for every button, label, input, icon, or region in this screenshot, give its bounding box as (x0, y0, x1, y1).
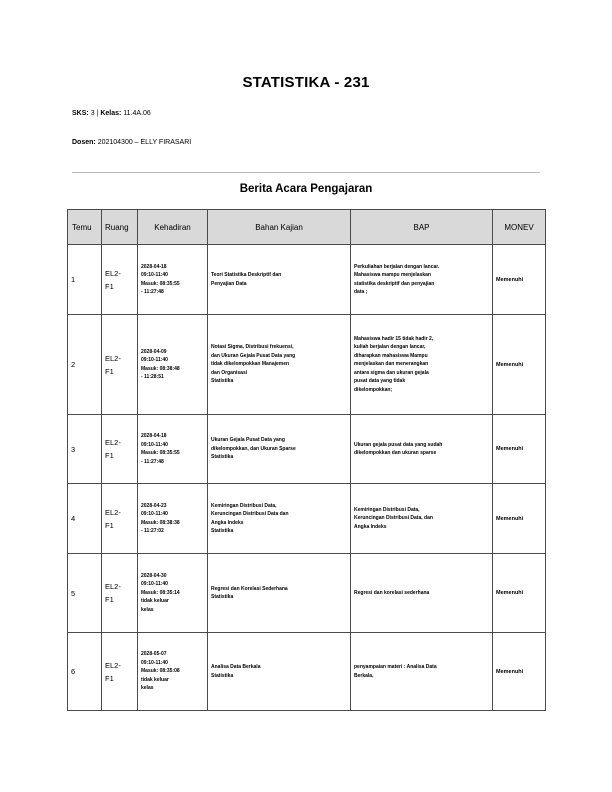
table-row (68, 554, 546, 633)
cell-bahan-kajian: Teori Statistika Deskriptif dan Penyajian Data (208, 245, 351, 315)
cell-bahan-kajian: Analisa Data Berkala Statistika (208, 633, 351, 711)
table-header-row (68, 210, 546, 245)
table-row (68, 415, 546, 484)
header-temu: Temu (68, 210, 102, 245)
cell-kehadiran: 2028-04-18 09:10-11:40 Masuk: 08:35:55 - 11:27:48 (138, 245, 208, 315)
cell-kehadiran: 2028-04-09 09:10-11:40 Masuk: 08:38:48 - 11:28:51 (138, 315, 208, 415)
cell-ruang: EL2- F1 (102, 415, 138, 484)
sks-label: SKS: (72, 110, 89, 117)
cell-temu: 2 (68, 315, 102, 415)
cell-monev: Memenuhi (493, 554, 546, 633)
header-ruang: Ruang (102, 210, 138, 245)
course-meta-dosen (72, 139, 191, 146)
cell-ruang: EL2- F1 (102, 554, 138, 633)
kelas-value: 11.4A.06 (123, 110, 151, 117)
dosen-value: 202104300 – ELLY FIRASARI (97, 139, 192, 146)
section-title: Berita Acara Pengajaran (239, 183, 373, 195)
table-row (68, 245, 546, 315)
cell-bap: penyampaian materi : Analisa Data Berkala, (351, 633, 493, 711)
table-row (68, 484, 546, 554)
sks-value: 3 (90, 110, 95, 117)
berita-acara-table (67, 209, 546, 711)
cell-bahan-kajian: Ukuran Gejala Pusat Data yang dikelompokkan, dan Ukuran Sparse Statistika (208, 415, 351, 484)
table-row (68, 315, 546, 415)
cell-bap: Regresi dan korelasi sederhana (351, 554, 493, 633)
header-kehadiran: Kehadiran (138, 210, 208, 245)
header-monev: MONEV (493, 210, 546, 245)
cell-ruang: EL2- F1 (102, 484, 138, 554)
cell-bahan-kajian: Notasi Sigma, Distribusi frekuensi, dan Ukuran Gejala Pusat Data yang tidak dikelompokkan Manajemen dan Organisasi Statistika (208, 315, 351, 415)
cell-temu: 4 (68, 484, 102, 554)
cell-temu: 5 (68, 554, 102, 633)
meta-separator: | (96, 110, 99, 117)
cell-temu: 6 (68, 633, 102, 711)
cell-monev: Memenuhi (493, 245, 546, 315)
cell-monev: Memenuhi (493, 484, 546, 554)
header-bap: BAP (351, 210, 493, 245)
cell-kehadiran: 2028-05-07 09:10-11:40 Masuk: 08:35:08 tidak keluar kelas (138, 633, 208, 711)
course-title: STATISTIKA - 231 (242, 74, 370, 91)
cell-temu: 3 (68, 415, 102, 484)
kelas-label: Kelas: (100, 110, 122, 117)
cell-kehadiran: 2028-04-23 09:10-11:40 Masuk: 08:38:38 - 11:27:02 (138, 484, 208, 554)
cell-bap: Perkuliahan berjalan dengan lancar. Mahasiswa mampu menjelaskan statistika deskriptif dan penyajian data ; (351, 245, 493, 315)
cell-bap: Ukuran gejala pusat data yang sudah dikelompokkan dan ukuran sparse (351, 415, 493, 484)
cell-kehadiran: 2028-04-30 09:10-11:40 Masuk: 08:35:14 tidak keluar kelas (138, 554, 208, 633)
cell-ruang: EL2- F1 (102, 315, 138, 415)
cell-monev: Memenuhi (493, 415, 546, 484)
cell-monev: Memenuhi (493, 633, 546, 711)
cell-bap: Mahasiswa hadir 15 tidak hadir 2, kuliah berjalan dengan lancar, diharapkan mahasiswa Mampu menjelaskan dan menerangkan antara sigma dan ukuran gejala pusat data yang tidak dikelompokkan; (351, 315, 493, 415)
cell-bahan-kajian: Kemiringan Distribusi Data, Keruncingan Distribusi Data dan Angka Indeks Statistika (208, 484, 351, 554)
cell-bap: Kemiringan Distribusi Data, Keruncingan Distribusi Data, dan Angka Indeks (351, 484, 493, 554)
table-row (68, 633, 546, 711)
cell-bahan-kajian: Regresi dan Korelasi Sederhana Statistika (208, 554, 351, 633)
header-bahan-kajian: Bahan Kajian (208, 210, 351, 245)
cell-kehadiran: 2028-04-18 09:10-11:40 Masuk: 08:35:55 - 11:27:48 (138, 415, 208, 484)
cell-ruang: EL2- F1 (102, 633, 138, 711)
dosen-label: Dosen: (72, 139, 96, 146)
section-divider (72, 172, 540, 173)
cell-monev: Memenuhi (493, 315, 546, 415)
cell-temu: 1 (68, 245, 102, 315)
course-meta-sks-kelas (72, 110, 151, 117)
cell-ruang: EL2- F1 (102, 245, 138, 315)
